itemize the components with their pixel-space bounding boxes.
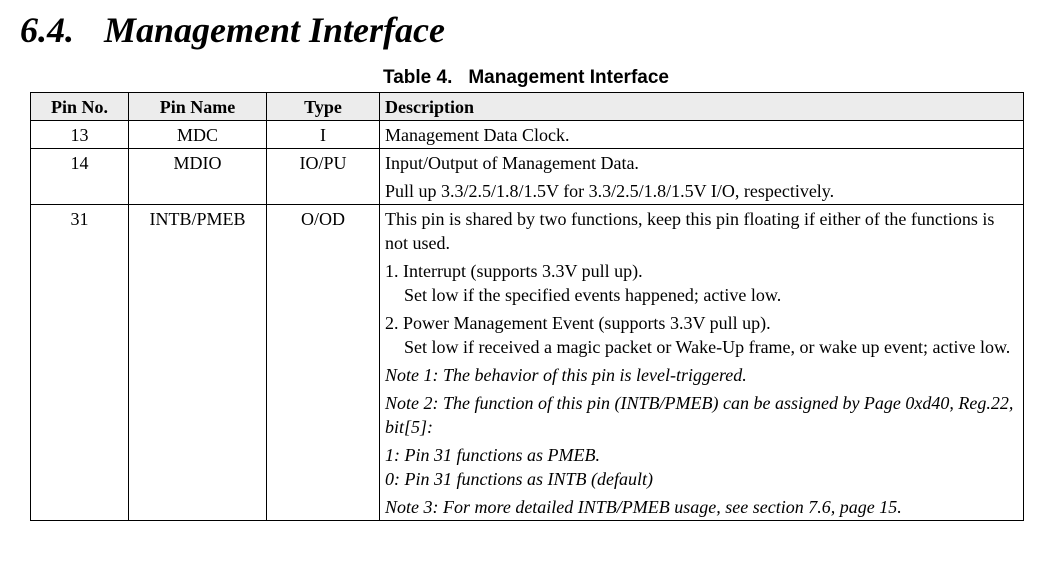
type-cell: O/OD: [267, 205, 380, 521]
note-2-option-0: 0: Pin 31 functions as INTB (default): [385, 469, 653, 489]
description-intro: This pin is shared by two functions, keep this pin floating if either of the functions is not used.: [385, 209, 995, 253]
note-2-option-1: 1: Pin 31 functions as PMEB.: [385, 445, 600, 465]
section-number: 6.4.: [20, 10, 74, 50]
header-pin-name: Pin Name: [129, 93, 267, 121]
section-title: Management Interface: [104, 10, 445, 50]
table-row: [31, 121, 1024, 149]
table-caption-title: Management Interface: [468, 67, 669, 88]
description-cell: [380, 149, 1024, 205]
description-line: Pull up 3.3/2.5/1.8/1.5V for 3.3/2.5/1.8/1.5V I/O, respectively.: [385, 181, 835, 201]
table-caption-number: Table 4.: [383, 67, 453, 88]
description-cell: [380, 121, 1024, 149]
pin-no-cell: 13: [31, 121, 129, 149]
note-1: Note 1: The behavior of this pin is level-triggered.: [385, 365, 747, 385]
pin-name-cell: INTB/PMEB: [129, 205, 267, 521]
pin-name-cell: MDC: [129, 121, 267, 149]
section-heading: [20, 8, 445, 52]
list-item-pme: 2. Power Management Event (supports 3.3V pull up).: [385, 313, 771, 333]
description-line: Management Data Clock.: [385, 125, 570, 145]
table-row: [31, 205, 1024, 521]
table-row: [31, 149, 1024, 205]
list-item-interrupt-detail: Set low if the specified events happened; active low.: [404, 285, 782, 305]
list-item-pme-detail: Set low if received a magic packet or Wake-Up frame, or wake up event; active low.: [404, 337, 1011, 357]
type-cell: IO/PU: [267, 149, 380, 205]
pin-no-cell: 31: [31, 205, 129, 521]
header-pin-no: Pin No.: [31, 93, 129, 121]
header-type: Type: [267, 93, 380, 121]
description-line: Input/Output of Management Data.: [385, 153, 639, 173]
type-cell: I: [267, 121, 380, 149]
header-description: Description: [380, 93, 1024, 121]
description-cell: [380, 205, 1024, 521]
pin-name-cell: MDIO: [129, 149, 267, 205]
list-item-interrupt: 1. Interrupt (supports 3.3V pull up).: [385, 261, 643, 281]
note-3: Note 3: For more detailed INTB/PMEB usage, see section 7.6, page 15.: [385, 497, 902, 517]
table-header-row: [31, 93, 1024, 121]
note-2: Note 2: The function of this pin (INTB/PMEB) can be assigned by Page 0xd40, Reg.22, bit[5]:: [385, 393, 1014, 437]
management-interface-table: [30, 92, 1024, 521]
pin-no-cell: 14: [31, 149, 129, 205]
table-caption: [0, 65, 1046, 91]
